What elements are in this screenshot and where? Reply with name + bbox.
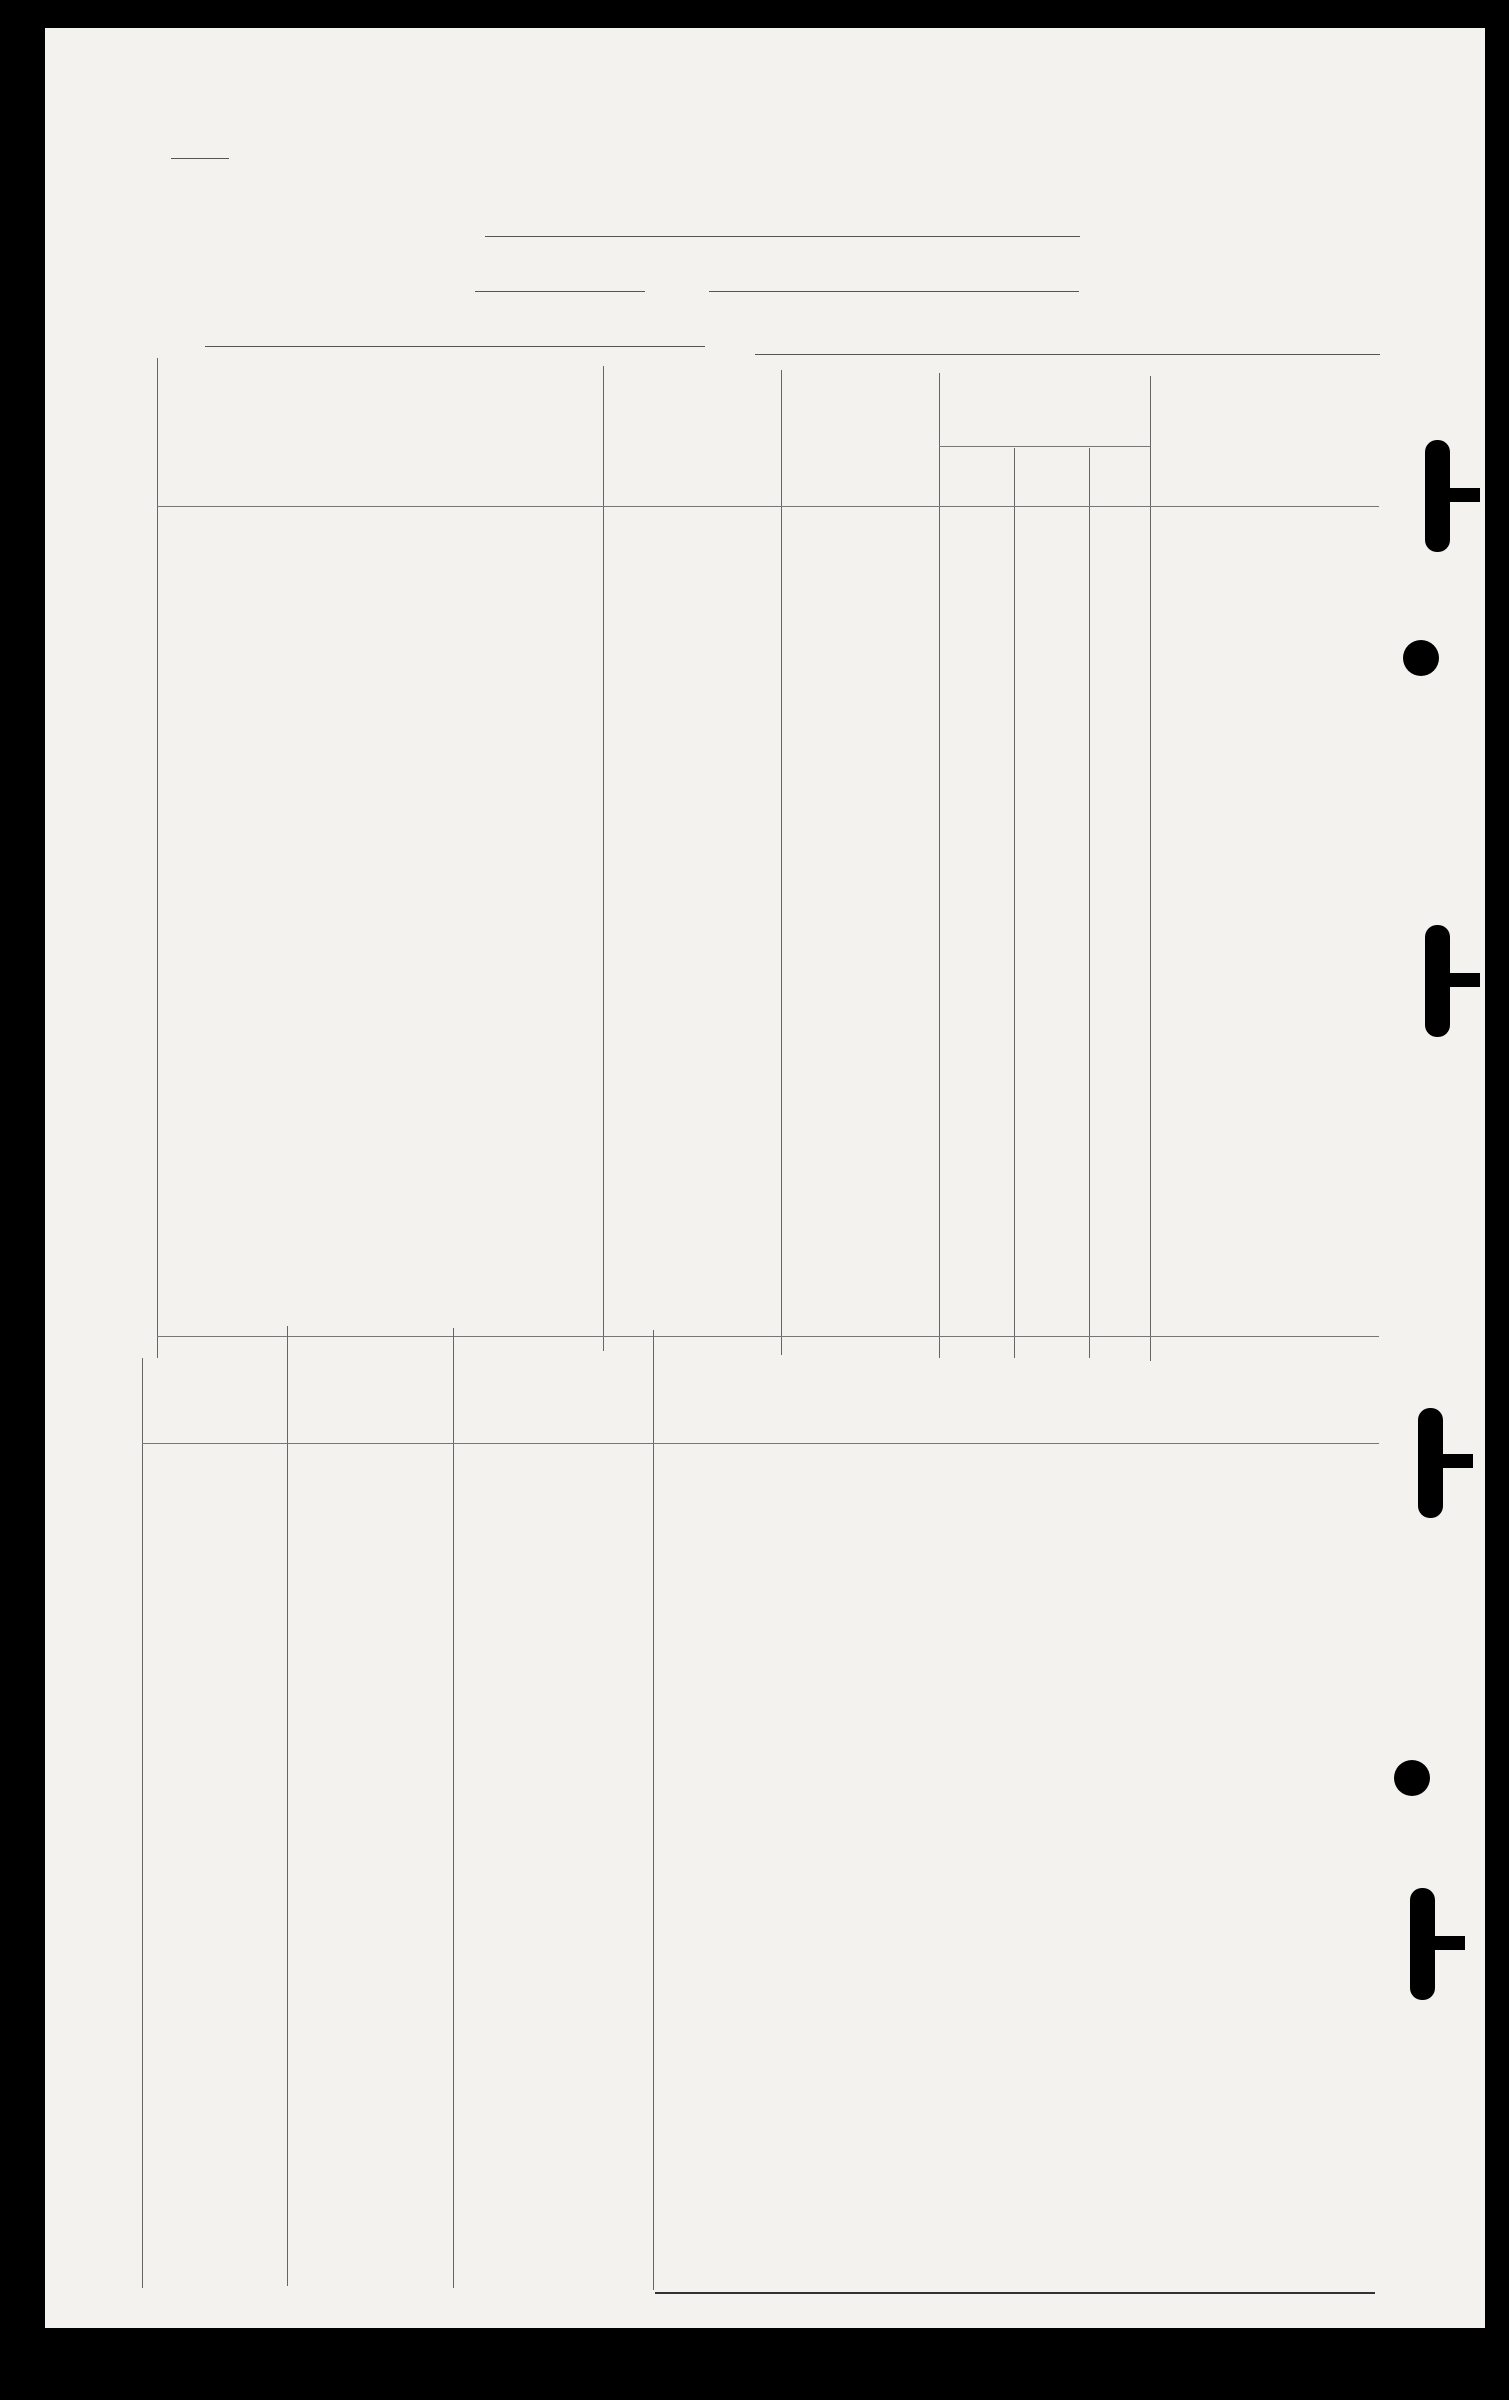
punch-hole bbox=[1403, 640, 1439, 676]
binder-tab-notch bbox=[1440, 973, 1480, 987]
report-page bbox=[45, 28, 1485, 2328]
punch-hole bbox=[1394, 1760, 1430, 1796]
binder-tab-notch bbox=[1433, 1454, 1473, 1468]
binder-tab-notch bbox=[1440, 488, 1480, 502]
binder-tab-notch bbox=[1425, 1936, 1465, 1950]
